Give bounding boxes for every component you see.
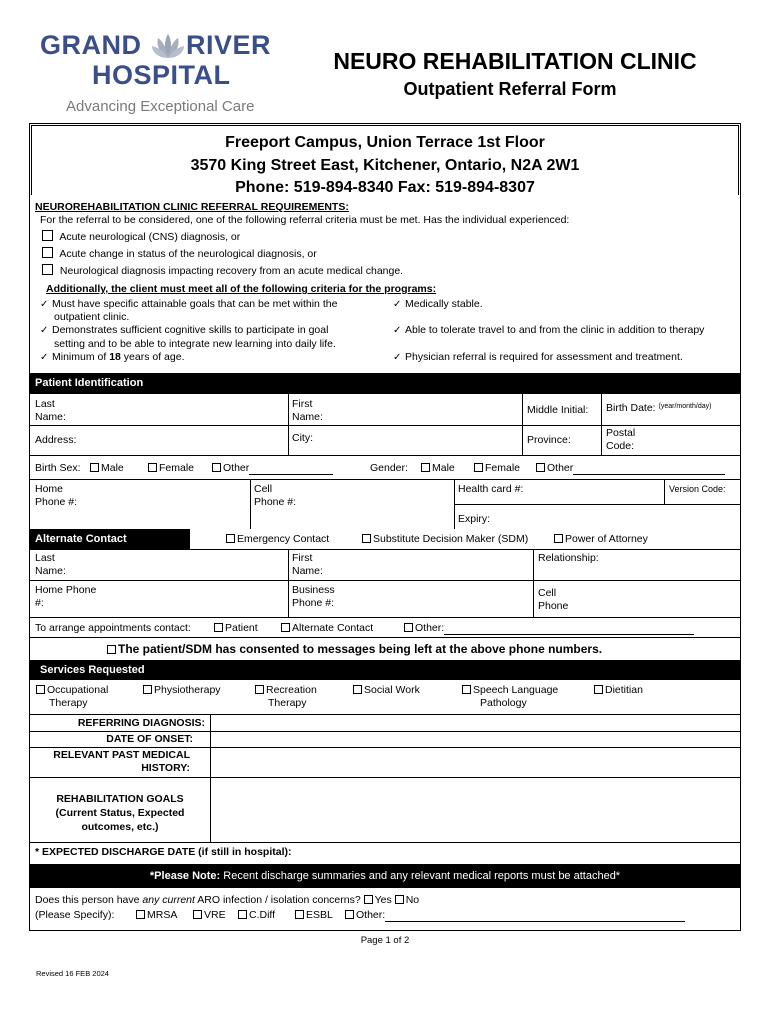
revised-date: Revised 16 FEB 2024 <box>36 969 109 978</box>
service-dietitian[interactable]: Dietitian <box>594 684 643 697</box>
emergency-contact-option[interactable]: Emergency Contact <box>226 533 329 546</box>
form-title: NEURO REHABILITATION CLINIC <box>333 48 697 74</box>
service-occupational-therapy[interactable]: Occupational Therapy <box>36 684 108 710</box>
past-medical-history-input[interactable] <box>212 748 739 776</box>
criteria-option-acute[interactable] <box>42 230 240 243</box>
criteria-checkbox-acute[interactable] <box>42 230 53 241</box>
aro-vre-option[interactable]: VRE <box>193 909 226 922</box>
aro-other-option[interactable]: Other: <box>345 909 685 922</box>
criterion-physician: ✓ Physician referral is required for assessment and treatment. <box>393 351 683 363</box>
aro-esbl-option[interactable]: ESBL <box>295 909 333 922</box>
logo-text-grand: GRAND <box>40 30 142 60</box>
services-requested-bar: Services Requested <box>30 660 740 680</box>
criterion-goals: ✓ Must have specific attainable goals that can be met within the <box>40 298 338 310</box>
aro-question: Does this person have any current ARO infection / isolation concerns? Yes No <box>35 894 420 906</box>
patient-home-phone-field[interactable]: Home Phone #: <box>35 483 78 508</box>
service-speech-language-pathology[interactable]: Speech Language Pathology <box>462 684 558 710</box>
address-line-street: 3570 King Street East, Kitchener, Ontario, N2A 2W1 <box>190 157 580 174</box>
page-number: Page 1 of 2 <box>360 935 410 946</box>
consent-option[interactable]: The patient/SDM has consented to messages being left at the above phone numbers. <box>107 643 602 656</box>
patient-postal-code-field[interactable]: Postal Code: <box>606 427 636 452</box>
criterion-travel: ✓ Able to tolerate travel to and from the clinic in addition to therapy <box>393 324 705 336</box>
patient-province-field[interactable]: Province: <box>527 434 571 446</box>
lotus-icon <box>152 32 184 60</box>
criteria-checkbox-change[interactable] <box>42 247 53 258</box>
patient-city-field[interactable]: City: <box>292 432 313 444</box>
alt-first-name-field[interactable]: First Name: <box>292 552 323 577</box>
criterion-goals-cont: outpatient clinic. <box>54 311 130 323</box>
gender-female-option[interactable]: Female <box>474 462 520 475</box>
alt-relationship-field[interactable]: Relationship: <box>538 552 599 564</box>
additional-criteria-heading: Additionally, the client must meet all of the following criteria for the programs: <box>46 283 437 295</box>
patient-cell-phone-field[interactable]: Cell Phone #: <box>254 483 297 508</box>
arrange-appointments-label: To arrange appointments contact: <box>35 622 191 634</box>
date-of-onset-input[interactable] <box>212 732 739 746</box>
patient-health-card-expiry-field[interactable]: Expiry: <box>458 513 491 525</box>
criterion-stable: ✓ Medically stable. <box>393 298 483 310</box>
past-medical-history-label: RELEVANT PAST MEDICAL HISTORY: <box>53 749 190 774</box>
patient-health-card-field[interactable]: Health card #: <box>458 483 524 495</box>
form-subtitle: Outpatient Referral Form <box>403 79 617 99</box>
patient-last-name-field[interactable]: Last Name: <box>35 398 66 423</box>
gender-label: Gender: <box>370 462 408 474</box>
gender-other-option[interactable]: Other <box>536 462 725 475</box>
referring-diagnosis-label: REFERRING DIAGNOSIS: <box>77 717 205 729</box>
arrange-other-option[interactable]: Other: <box>404 622 694 635</box>
referring-diagnosis-input[interactable] <box>212 715 739 730</box>
hospital-logo <box>40 28 290 120</box>
arrange-alternate-option[interactable]: Alternate Contact <box>281 622 373 635</box>
service-social-work[interactable]: Social Work <box>353 684 420 697</box>
logo-text-hospital: HOSPITAL <box>92 60 231 90</box>
birth-sex-other-option[interactable]: Other <box>212 462 333 475</box>
patient-identification-bar: Patient Identification <box>30 373 740 394</box>
aro-yes-option[interactable]: Yes <box>364 894 392 906</box>
rehabilitation-goals-input[interactable] <box>212 778 739 841</box>
rehabilitation-goals-label: REHABILITATION GOALS (Current Status, Expected outcomes, etc.) <box>55 793 185 833</box>
please-note-bar: *Please Note: Recent discharge summaries and any relevant medical reports must be attached* <box>30 864 740 888</box>
aro-no-option[interactable]: No <box>395 894 419 906</box>
criteria-label-acute: Acute neurological (CNS) diagnosis, or <box>59 231 241 243</box>
patient-version-code-field[interactable]: Version Code: <box>669 484 726 494</box>
checkmark-icon: ✓ <box>40 352 49 363</box>
expected-discharge-date-field[interactable]: * EXPECTED DISCHARGE DATE (if still in hospital): <box>35 846 292 858</box>
gender-male-option[interactable]: Male <box>421 462 455 475</box>
checkmark-icon: ✓ <box>393 299 402 310</box>
checkmark-icon: ✓ <box>40 325 49 336</box>
sdm-option[interactable]: Substitute Decision Maker (SDM) <box>362 533 528 546</box>
requirements-intro: For the referral to be considered, one of the following referral criteria must be met. Has the individual experienced: <box>40 214 570 226</box>
birth-sex-label: Birth Sex: <box>35 462 81 474</box>
patient-birth-date-field[interactable]: Birth Date: $^{(year/month/day)}$ <box>606 402 712 414</box>
aro-specify-label: (Please Specify): <box>35 909 115 921</box>
alt-cell-phone-field[interactable]: Cell Phone <box>538 587 569 612</box>
birth-sex-female-option[interactable]: Female <box>148 462 194 475</box>
aro-cdiff-option[interactable]: C.Diff <box>238 909 275 922</box>
logo-text-river: RIVER <box>186 30 272 60</box>
criteria-checkbox-impact[interactable] <box>42 264 53 275</box>
clinic-address-box <box>29 123 741 195</box>
alt-business-phone-field[interactable]: Business Phone #: <box>292 584 335 609</box>
service-recreation-therapy[interactable]: Recreation Therapy <box>255 684 317 710</box>
arrange-patient-option[interactable]: Patient <box>214 622 258 635</box>
criterion-age: ✓ Minimum of 18 years of age. <box>40 351 185 363</box>
logo-tagline: Advancing Exceptional Care <box>66 98 255 115</box>
criteria-option-impact[interactable] <box>42 264 403 277</box>
checkmark-icon: ✓ <box>393 352 402 363</box>
address-line-campus: Freeport Campus, Union Terrace 1st Floor <box>225 134 545 151</box>
address-line-phone: Phone: 519-894-8340 Fax: 519-894-8307 <box>235 179 535 196</box>
criteria-label-change: Acute change in status of the neurological diagnosis, or <box>59 248 317 260</box>
checkmark-icon: ✓ <box>393 325 402 336</box>
criterion-cognitive: ✓ Demonstrates sufficient cognitive skills to participate in goal <box>40 324 329 336</box>
patient-first-name-field[interactable]: First Name: <box>292 398 323 423</box>
criteria-label-impact: Neurological diagnosis impacting recovery from an acute medical change. <box>59 265 404 277</box>
service-physiotherapy[interactable]: Physiotherapy <box>143 684 221 697</box>
checkmark-icon: ✓ <box>40 299 49 310</box>
birth-sex-male-option[interactable]: Male <box>90 462 124 475</box>
requirements-heading: NEUROREHABILITATION CLINIC REFERRAL REQUIREMENTS: <box>35 201 349 213</box>
patient-address-field[interactable]: Address: <box>35 434 77 446</box>
alt-home-phone-field[interactable]: Home Phone #: <box>35 584 97 609</box>
date-of-onset-label: DATE OF ONSET: <box>106 733 193 745</box>
criteria-option-change[interactable] <box>42 247 317 260</box>
patient-middle-initial-field[interactable]: Middle Initial: <box>527 404 589 416</box>
aro-mrsa-option[interactable]: MRSA <box>136 909 177 922</box>
power-of-attorney-option[interactable]: Power of Attorney <box>554 533 648 546</box>
alt-last-name-field[interactable]: Last Name: <box>35 552 66 577</box>
criterion-cognitive-cont: setting and to be able to integrate new learning into daily life. <box>54 338 336 350</box>
alternate-contact-bar: Alternate Contact <box>30 529 190 549</box>
